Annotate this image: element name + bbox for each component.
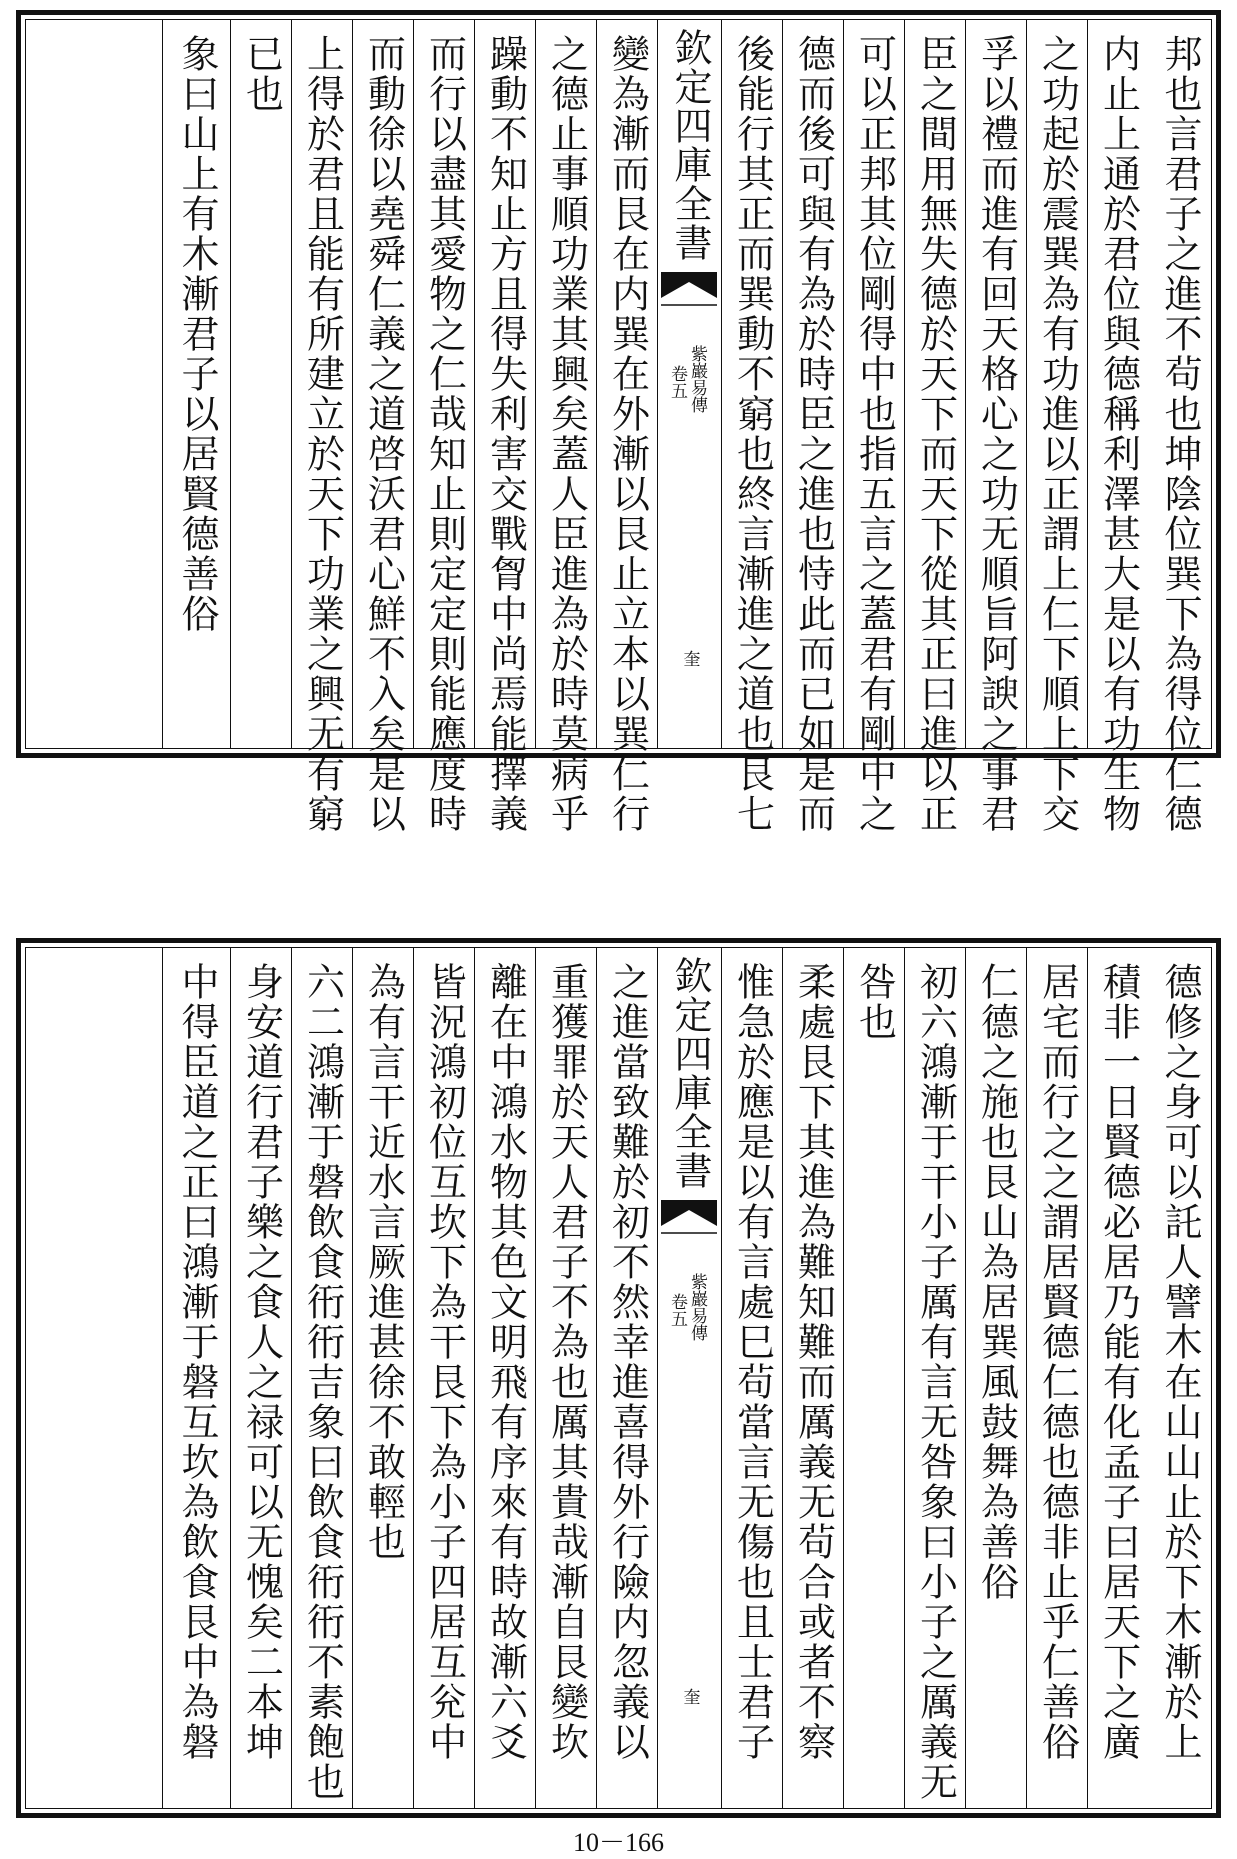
bottom-col-l1 [596, 948, 658, 1808]
volume-number: 卷五 [667, 365, 687, 399]
column-text: 之進當致難於初不然幸進喜得外行險内忽義以 [605, 962, 650, 1762]
bottom-col-l3 [474, 948, 536, 1808]
column-text: 而動徐以堯舜仁義之道啓沃君心鮮不入矣是以 [361, 34, 406, 834]
bottom-col-r1 [1149, 948, 1211, 1808]
top-col-l5 [352, 20, 414, 834]
column-text: 可以正邦其位剛得中也指五言之蓋君有剛中之 [852, 34, 897, 834]
column-text: 積非一日賢德必居乃能有化孟子曰居天下之廣 [1096, 962, 1141, 1762]
column-text: 離在中鴻水物其色文明飛有序來有時故漸六爻 [483, 962, 528, 1762]
column-text: 而行以盡其愛物之仁哉知止則定定則能應度時 [422, 34, 467, 834]
column-text: 邦也言君子之進不茍也坤陰位巽下為得位仁德 [1158, 34, 1202, 834]
bottom-col-r8 [721, 948, 783, 1808]
top-col-r4 [965, 20, 1027, 834]
book-title: 欽定四庫全書 [668, 28, 712, 262]
bottom-col-r7 [782, 948, 844, 1808]
column-text: 孚以禮而進有回天格心之功无順旨阿諛之事君 [974, 34, 1019, 834]
top-col-r5 [904, 20, 966, 834]
bottom-col-r6 [843, 948, 905, 1808]
column-text: 德而後可與有為於時臣之進也恃此而已如是而 [791, 34, 836, 834]
column-text: 為有言干近水言厥進甚徐不敢輕也 [361, 962, 406, 1562]
book-title: 欽定四庫全書 [668, 956, 712, 1190]
column-text: 内止上通於君位與德稱利澤甚大是以有功生物 [1096, 34, 1141, 834]
page-mark: 奎 [679, 650, 700, 667]
column-text: 上得於君且能有所建立於天下功業之興无有窮 [300, 34, 345, 834]
top-col-r2 [1087, 20, 1149, 834]
top-col-l7 [230, 20, 292, 748]
column-text: 變為漸而艮在内巽在外漸以艮止立本以巽仁行 [605, 34, 650, 834]
bottom-col-r3 [1026, 948, 1088, 1808]
column-text: 躁動不知止方且得失利害交戰胷中尚焉能擇義 [483, 34, 528, 834]
top-col-l8 [162, 20, 231, 748]
bottom-col-r4 [965, 948, 1027, 1808]
top-col-l1 [596, 20, 658, 834]
column-text: 身安道行君子樂之食人之禄可以无愧矣二本坤 [239, 962, 284, 1762]
column-text: 皆況鴻初位互坎下為干艮下為小子四居互兊中 [422, 962, 467, 1762]
top-page [16, 10, 1221, 834]
top-col-r7 [782, 20, 844, 834]
column-text: 惟急於應是以有言處巳茍當言无傷也且士君子 [730, 962, 775, 1762]
book-name: 紫巖易傳 [687, 1273, 707, 1341]
volume-number: 卷五 [667, 1293, 687, 1327]
column-text: 已也 [239, 34, 284, 114]
column-text: 初六鴻漸于干小子厲有言无咎象曰小子之厲義无 [913, 962, 958, 1802]
bottom-page [16, 938, 1221, 1818]
column-text: 重獲罪於天人君子不為也厲其貴哉漸自艮變坎 [544, 962, 589, 1762]
top-col-r1 [1149, 20, 1211, 834]
bottom-col-l4 [413, 948, 475, 1808]
bottom-col-l7 [230, 948, 292, 1808]
bottom-page-frame [25, 947, 1212, 1809]
bottom-col-l5 [352, 948, 414, 1808]
top-col-l3 [474, 20, 536, 834]
column-text: 仁德之施也艮山為居巽風鼓舞為善俗 [974, 962, 1019, 1602]
top-center-column [657, 20, 722, 748]
top-col-r3 [1026, 20, 1088, 834]
page-footer-number: 10－166 [572, 1828, 664, 1857]
top-col-l2 [535, 20, 597, 834]
fishtail-mark-icon [661, 1200, 717, 1234]
bottom-col-r5 [904, 948, 966, 1808]
column-text: 之功起於震巽為有功進以正謂上仁下順上下交 [1035, 34, 1080, 834]
bottom-col-l6 [291, 948, 353, 1808]
top-col-l4 [413, 20, 475, 834]
column-text: 之德止事順功業其興矣蓋人臣進為於時莫病乎 [544, 34, 589, 834]
page-mark: 奎 [679, 1688, 700, 1705]
fishtail-mark-icon [661, 272, 717, 306]
column-text: 德修之身可以託人譬木在山山止於下木漸於上 [1158, 962, 1202, 1762]
top-col-r6 [843, 20, 905, 834]
bottom-col-r2 [1087, 948, 1149, 1808]
bottom-col-l2 [535, 948, 597, 1808]
top-col-r8 [721, 20, 783, 834]
column-text: 臣之間用無失德於天下而天下從其正曰進以正 [913, 34, 958, 834]
column-text: 中得臣道之正曰鴻漸于磐互坎為飲食艮中為磐 [175, 962, 219, 1762]
column-text: 六二鴻漸于磐飲食衎衎吉象曰飲食衎衎不素飽也 [300, 962, 345, 1802]
column-text: 後能行其正而巽動不窮也終言漸進之道也艮七 [730, 34, 775, 834]
bottom-col-l8 [162, 948, 231, 1808]
column-text: 象曰山上有木漸君子以居賢德善俗 [175, 34, 219, 634]
top-page-frame [25, 19, 1212, 834]
column-text: 居宅而行之之謂居賢德仁德也德非止乎仁善俗 [1035, 962, 1080, 1762]
top-col-l6 [291, 20, 353, 834]
column-text: 咎也 [852, 962, 897, 1042]
book-name: 紫巖易傳 [687, 345, 707, 413]
bottom-center-column [657, 948, 722, 1808]
column-text: 柔處艮下其進為難知難而厲義无茍合或者不察 [791, 962, 836, 1762]
